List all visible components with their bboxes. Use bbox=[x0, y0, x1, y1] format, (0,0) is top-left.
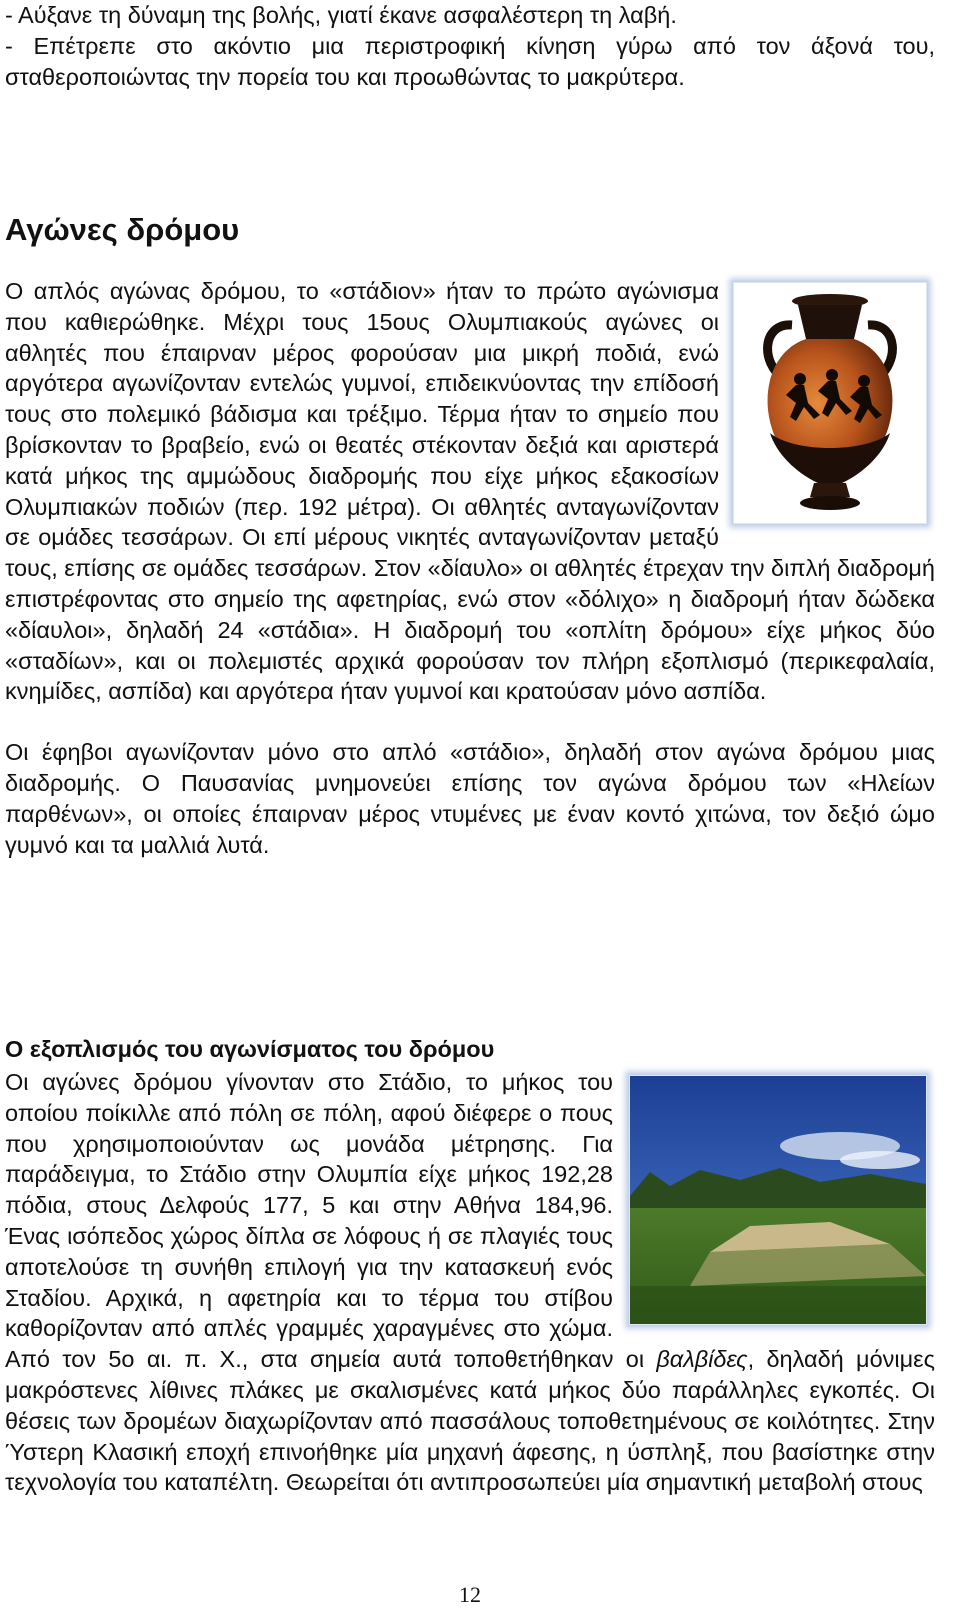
intro-line-2: - Επέτρεπε στο ακόντιο μια περιστροφική κίνηση γύρω από τον άξονά του, σταθεροποιώντας την πορεία του και προωθώντας το μακρύτερα. bbox=[5, 32, 935, 90]
section2-body bbox=[5, 1067, 935, 1498]
olympia-stadium-photo bbox=[630, 1076, 926, 1324]
section2-paragraph-part-2: , δηλαδή μόνιμες μακρόστενες λίθινες πλάκες με σκαλισμένες κατά μήκος δύο παράλληλες εγκοπές. Οι θέσεις των δρομέων διαχωρίζονταν από πασσάλους τοποθετημένους σε κοιλότητες. Στην Ύστερη Κλασική εποχή επινοήθηκε μία μηχανή άφεσης, η ύσπληξ, που βασίστηκε στην τεχνολογία του καταπέλτη. Θεωρείται ότι αντιπροσωπεύει μία σημαντική μεταβολή στους bbox=[5, 1346, 935, 1496]
section1-paragraph-2: Οι έφηβοι αγωνίζονταν μόνο στο απλό «στάδιο», δηλαδή στον αγώνα δρόμου μιας διαδρομής. Ο Παυσανίας μνημονεύει επίσης τον αγώνα δρόμου των «Ηλείων παρθένων», οι οποίες έπαιρναν μέρος ντυμένες με έναν κοντό χιτώνα, τον δεξιό ώμο γυμνό και τα μαλλιά λυτά. bbox=[5, 739, 935, 858]
intro-line-1: - Αύξανε τη δύναμη της βολής, γιατί έκανε ασφαλέστερη τη λαβή. bbox=[5, 2, 677, 28]
page-number: 12 bbox=[459, 1582, 481, 1607]
section1-paragraph-1: Ο απλός αγώνας δρόμου, το «στάδιον» ήταν το πρώτο αγώνισμα που καθιερώθηκε. Μέχρι τους 15ους Ολυμπιακούς αγώνες οι αθλητές που έπαιρναν μέρος φορούσαν μια μικρή ποδιά, ενώ αργότερα αγωνίζονταν εντελώς γυμνοί, επιδεικνύοντας την επίδοσή τους στο πολεμικό βάδισμα και τρέξιμο. Τέρμα ήταν το σημείο που βρίσκονταν το βραβείο, ενώ οι θεατές στέκονταν δεξιά και αριστερά κατά μήκος της αμμώδους διαδρομής που είχε μήκος εξακοσίων Ολυμπιακών ποδιών (περ. 192 μέτρα). Οι αθλητές ανταγωνίζονταν σε ομάδες τεσσάρων. Οι επί μέρους νικητές ανταγωνίζονταν μεταξύ τους, επίσης σε ομάδες τεσσάρων. Στον «δίαυλο» οι αθλητές έτρεχαν την διπλή διαδρομή επιστρέφοντας στο σημείο της αφετηρίας, ενώ στον «δόλιχο» η διαδρομή ήταν δώδεκα «δίαυλοι», δηλαδή 24 «στάδια». Η διαδρομή του «οπλίτη δρόμου» είχε μήκος δύο «σταδίων», και οι πολεμιστές αρχικά φορούσαν τον πλήρη εξοπλισμό (περικεφαλαία, κνημίδες, ασπίδα) και αργότερα ήταν γυμνοί και κρατούσαν μόνο ασπίδα. bbox=[5, 278, 935, 705]
amphora-runners-image bbox=[734, 283, 926, 523]
section2-paragraph-part-1: Οι αγώνες δρόμου γίνονταν στο Στάδιο, το μήκος του οποίου ποίκιλλε από πόλη σε πόλη, αφού διέφερε ο πους που χρησιμοποιούνταν ως μονάδα μέτρησης. Για παράδειγμα, το Στάδιο στην Ολυμπία είχε μήκος 192,28 πόδια, στους Δελφούς 177, 5 και στην Αθήνα 184,96. Ένας ισόπεδος χώρος δίπλα σε λόφους ή σε πλαγιές τους αποτελούσε τη συνήθη επιλογή για την κατασκευή ενός Σταδίου. Αρχικά, η αφετηρία και το τέρμα του στίβου καθορίζονταν από απλές γραμμές χαραγμένες στο χώμα. Από τον 5ο αι. π. Χ., στα σημεία αυτά τοποθετήθηκαν οι bbox=[5, 1069, 657, 1373]
valvides-term: βαλβίδες bbox=[656, 1346, 748, 1373]
section1-body bbox=[5, 276, 935, 860]
stadium-image bbox=[629, 1075, 927, 1325]
section-heading-running-races: Αγώνες δρόμου bbox=[5, 212, 240, 247]
section-heading-running-equipment: Ο εξοπλισμός του αγωνίσματος του δρόμου bbox=[5, 1036, 495, 1062]
amphora-image bbox=[733, 282, 927, 524]
intro-block bbox=[5, 0, 935, 92]
